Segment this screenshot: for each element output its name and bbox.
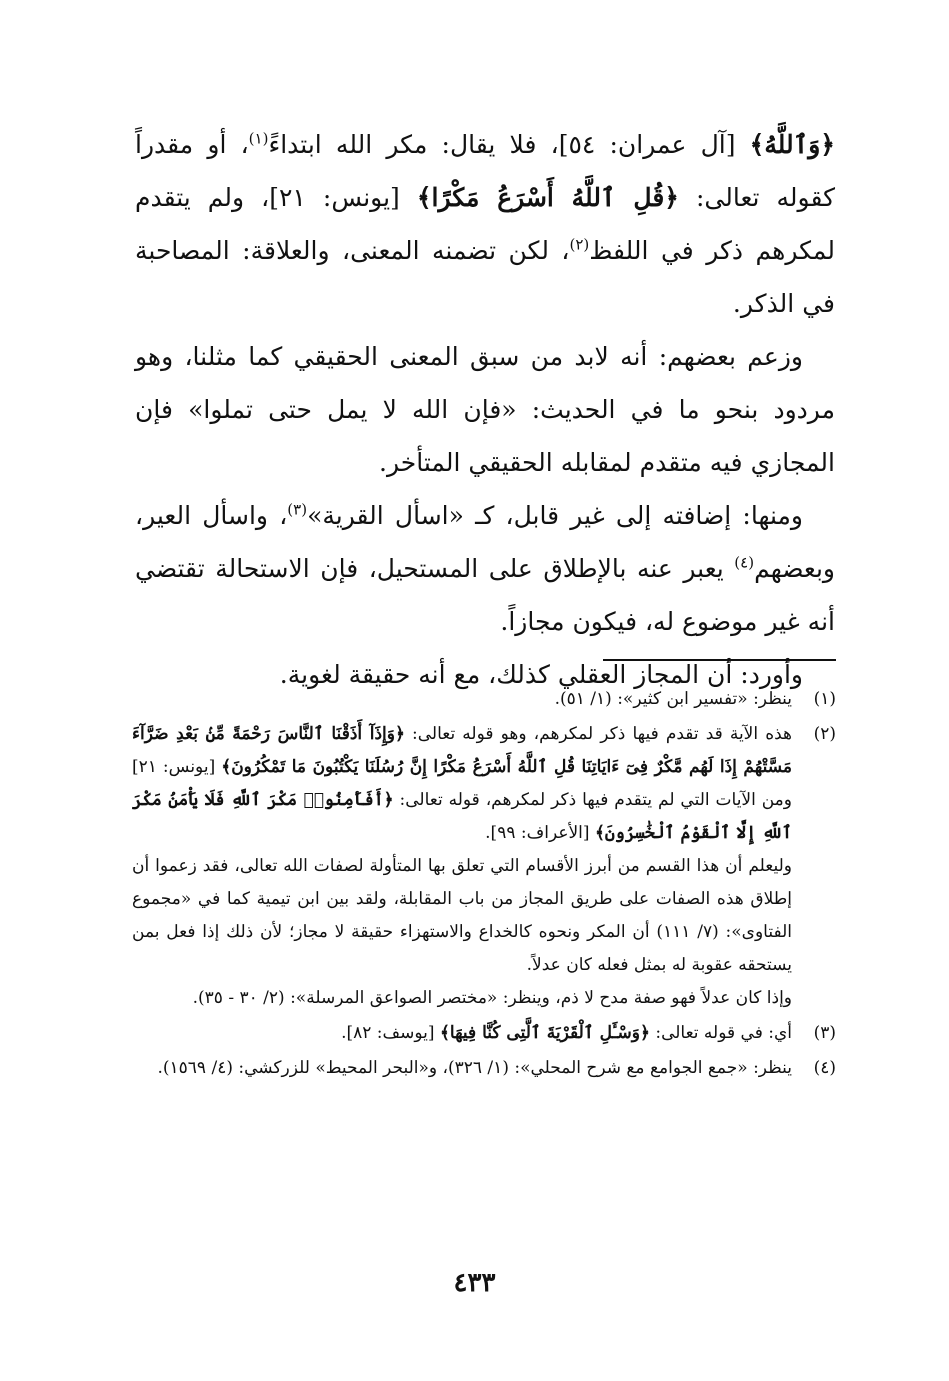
footnote-number: (٤) [813,1058,836,1078]
text-run: [يوسف: ٨٢]. [341,1023,440,1043]
footnote-paragraph [132,718,792,850]
footnote-ref-4[interactable]: (٤) [734,553,755,572]
text-run: يعبر عنه بالإطلاق على المستحيل، فإن الاستحالة تقتضي أنه غير موضوع له، فيكون مجازاً. [135,554,835,636]
text-run: ، واسأل العير، وبعضهم [135,501,835,583]
footnote-4 [132,1052,836,1085]
main-text [135,118,835,701]
footnote-text: ينظر: «تفسير ابن كثير»: (١/ ٥١). [554,689,792,709]
text-run: هذه الآية قد تقدم فيها ذكر لمكرهم، وهو قوله تعالى: [404,724,792,744]
footnote-3 [132,1017,836,1050]
quran-quote: ﴿قُلِ ٱللَّهُ أَسْرَعُ مَكْرًا﴾ [416,183,679,212]
footnote-ref-2[interactable]: (٢) [569,235,590,254]
footnote-text: ينظر: «جمع الجوامع مع شرح المحلي»: (١/ ٣٢٦)، و«البحر المحيط» للزركشي: (٤/ ١٥٦٩). [157,1058,792,1078]
footnotes [132,683,836,1087]
text-run: ، لكن تضمنه المعنى، والعلاقة: المصاحبة في الذكر. [135,236,835,318]
quran-quote: ﴿وَسْـَٔلِ ٱلْقَرْيَةَ ٱلَّتِى كُنَّا فِيهَا﴾ [439,1023,650,1043]
page-number: ٤٣٣ [453,1268,496,1298]
text-run: [الأعراف: ٩٩]. [485,823,595,843]
paragraph-1 [135,118,835,330]
paragraph-3 [135,489,835,648]
footnote-paragraph: وليعلم أن هذا القسم من أبرز الأقسام التي تعلق بها المتأولة لصفات الله تعالى، فقد زعموا أن إطلاق هذه الصفات على طريق المجاز من باب المقابلة، ولقد بين ابن تيمية كما في «مجموع الفتاوى»: (٧/ ١١١) أن المكر ونحوه كالخداع والاستهزاء حقيقة لا مجاز؛ لأن ذلك إذا فعل بمن يستحقه عقوبة له بمثل فعله كان عدلاً. [132,856,792,975]
quran-quote: ﴿وَإِذَآ أَذَقْنَا ٱلنَّاسَ رَحْمَةً مِّنۢ بَعْدِ ضَرَّآءَ مَسَّتْهُمْ إِذَا لَهُم مَّكْرٌ فِىٓ ءَايَاتِنَا قُلِ ٱللَّهُ أَسْرَعُ مَكْرًا إِنَّ رُسُلَنَا يَكْتُبُونَ مَا تَمْكُرُونَ﴾ [132,724,792,777]
quran-quote: ﴿أَفَأَمِنُوا۟ مَكْرَ ٱللَّهِ فَلَا يَأْمَنُ مَكْرَ ٱللَّهِ إِلَّا ٱلْقَوْمُ ٱلْخَٰسِرُونَ﴾ [132,790,792,843]
footnote-number: (٣) [813,1023,836,1043]
text-run: أي: في قوله تعالى: [649,1023,792,1043]
footnote-2 [132,718,836,1015]
text-run: [آل عمران: ٥٤]، فلا يقال: مكر الله ابتداءً [268,130,750,159]
paragraph-4: وأورد: أن المجاز العقلي كذلك، مع أنه حقيقة لغوية. [279,660,803,689]
text-run: [يونس: ٢١] ومن الآيات التي لم يتقدم فيها ذكر لمكرهم، قوله تعالى: [132,757,792,810]
footnote-ref-3[interactable]: (٣) [287,500,308,519]
footnote-paragraph: وإذا كان عدلاً فهو صفة مدح لا ذم، وينظر: «مختصر الصواعق المرسلة»: (٢/ ٣٠ - ٣٥). [192,988,792,1008]
quran-quote: ﴿وَٱللَّهُ﴾ [749,130,835,159]
footnote-number: (١) [813,689,836,709]
footnote-separator [603,659,836,661]
footnote-ref-1[interactable]: (١) [248,129,269,148]
paragraph-2: وزعم بعضهم: أنه لابد من سبق المعنى الحقيقي كما مثلنا، وهو مردود بنحو ما في الحديث: «فإن الله لا يمل حتى تملوا» فإن المجازي فيه متقدم لمقابله الحقيقي المتأخر. [135,342,835,477]
text-run: ومنها: إضافته إلى غير قابل، كـ «اسأل القرية» [307,501,803,530]
text-run: [يونس: ٢١]، ولم يتقدم لمكرهم ذكر في اللفظ [135,183,835,265]
text-run: ، أو مقدراً كقوله تعالى: [135,130,836,212]
footnote-1 [132,683,836,716]
footnote-number: (٢) [813,724,836,744]
